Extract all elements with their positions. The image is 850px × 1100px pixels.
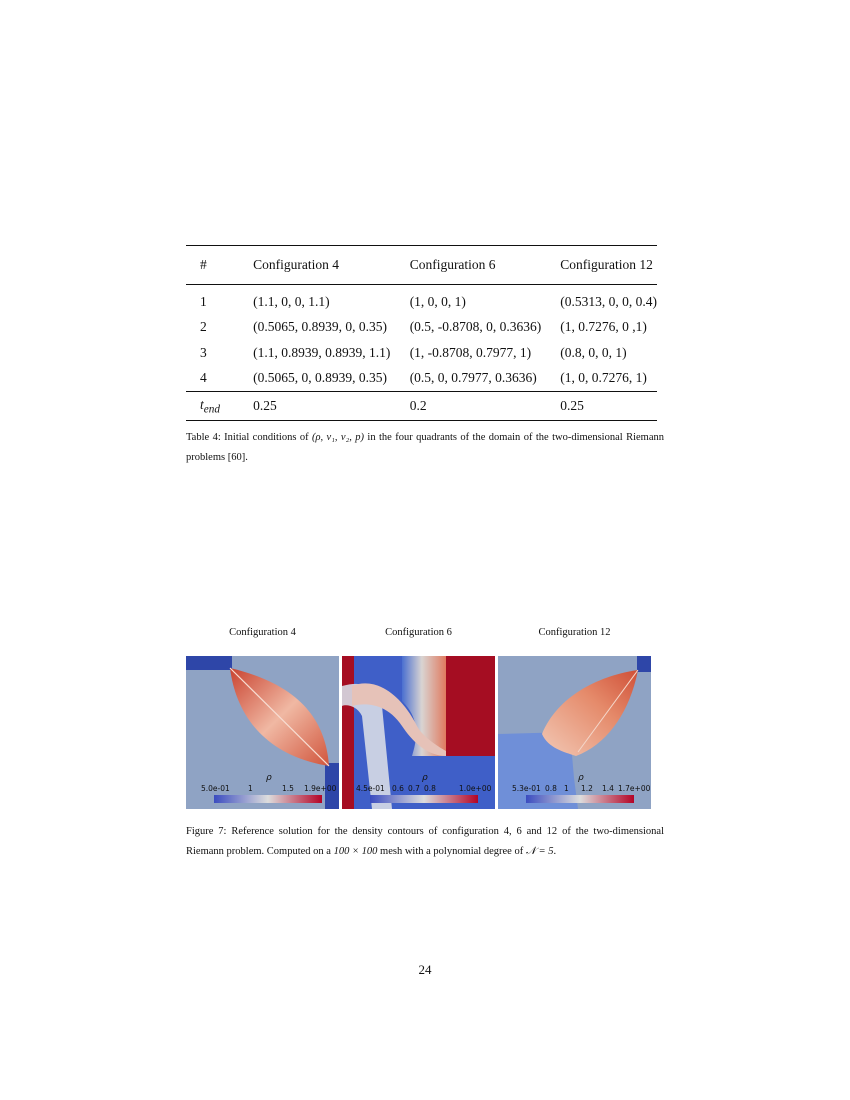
table-header-cell: Configuration 12	[560, 257, 653, 272]
table-end-time-row	[186, 392, 657, 421]
colorbar	[214, 795, 322, 803]
page-number: 24	[418, 962, 432, 977]
panel-title: Configuration 4	[229, 627, 296, 638]
table-cell: 4	[200, 370, 207, 386]
table-cell: (0.5, -0.8708, 0, 0.3636)	[409, 319, 542, 335]
density-plot-config-12	[498, 656, 651, 809]
colorbar-var-label: ρ	[266, 773, 272, 783]
table-row	[186, 285, 657, 315]
colorbar-tick-label: 1.4	[602, 784, 614, 793]
table-cell: (1, 0, 0.7276, 1)	[560, 370, 647, 386]
panel-title: Configuration 12	[538, 627, 611, 638]
table-header-cell: Configuration 4	[253, 257, 340, 272]
table-cell: (0.5065, 0, 0.8939, 0.35)	[253, 370, 388, 386]
colorbar-tick-label: 1.5	[282, 784, 294, 793]
colorbar-tick-label: 1.0e+00	[459, 784, 492, 793]
colorbar-var-label: ρ	[422, 773, 428, 783]
density-plot-config-4	[186, 656, 339, 809]
table-cell: 3	[200, 344, 207, 360]
colorbar	[370, 795, 478, 803]
table-cell: (0.5065, 0.8939, 0, 0.35)	[253, 319, 388, 335]
colorbar-tick-label: 1	[564, 784, 569, 793]
figure-caption: Figure 7: Reference solution for the density contours of configuration 4, 6 and 12 of the two-dimensional Riemann problem. Computed on a 100 × 100 mesh with a polynomial degree of 𝒩 = 5.	[186, 826, 664, 857]
table-caption: Table 4: Initial conditions of (ρ, v₁, v₂, p) in the four quadrants of the domain of the two-dimensional Riemann problems [60].	[186, 432, 664, 463]
colorbar-tick-label: 0.8	[424, 784, 436, 793]
table-cell: (0.8, 0, 0, 1)	[560, 344, 627, 360]
colorbar-tick-label: 1.7e+00	[618, 784, 651, 793]
table-cell: (1, -0.8708, 0.7977, 1)	[409, 344, 532, 360]
table-cell: (1.1, 0, 0, 1.1)	[253, 293, 330, 309]
density-plot-config-6	[342, 656, 495, 809]
table-cell: 0.2	[409, 398, 427, 413]
table-cell: 2	[200, 319, 207, 335]
colorbar-tick-label: 5.3e-01	[512, 784, 541, 793]
table-header-cell: Configuration 6	[409, 257, 496, 272]
colorbar-tick-label: 1	[248, 784, 253, 793]
table-cell: 0.25	[253, 398, 277, 413]
colorbar-tick-label: 1.2	[581, 784, 593, 793]
conditions-table	[186, 245, 657, 421]
table-cell: (0.5, 0, 0.7977, 0.3636)	[409, 370, 537, 386]
table-header-row	[186, 246, 657, 285]
table-header-cell: #	[200, 257, 207, 272]
colorbar	[526, 795, 634, 803]
table-cell: (1.1, 0.8939, 0.8939, 1.1)	[253, 344, 391, 360]
table-cell: 0.25	[560, 398, 584, 413]
table-row	[186, 366, 657, 392]
colorbar-tick-label: 4.5e-01	[356, 784, 385, 793]
table-row	[186, 315, 657, 341]
table-row	[186, 340, 657, 366]
colorbar-tick-label: 0.7	[408, 784, 420, 793]
colorbar-tick-label: 0.8	[545, 784, 557, 793]
panel-title: Configuration 6	[385, 627, 452, 638]
table-cell: (1, 0.7276, 0 ,1)	[560, 319, 647, 335]
table-cell: 1	[200, 293, 207, 309]
t-end-label: $t_{end}$	[200, 396, 221, 416]
colorbar-tick-label: 1.9e+00	[304, 784, 337, 793]
colorbar-tick-label: 0.6	[392, 784, 404, 793]
colorbar-tick-label: 5.0e-01	[201, 784, 230, 793]
table-cell: (1, 0, 0, 1)	[409, 293, 466, 309]
colorbar-var-label: ρ	[578, 773, 584, 783]
table-cell: (0.5313, 0, 0, 0.4)	[560, 293, 657, 309]
